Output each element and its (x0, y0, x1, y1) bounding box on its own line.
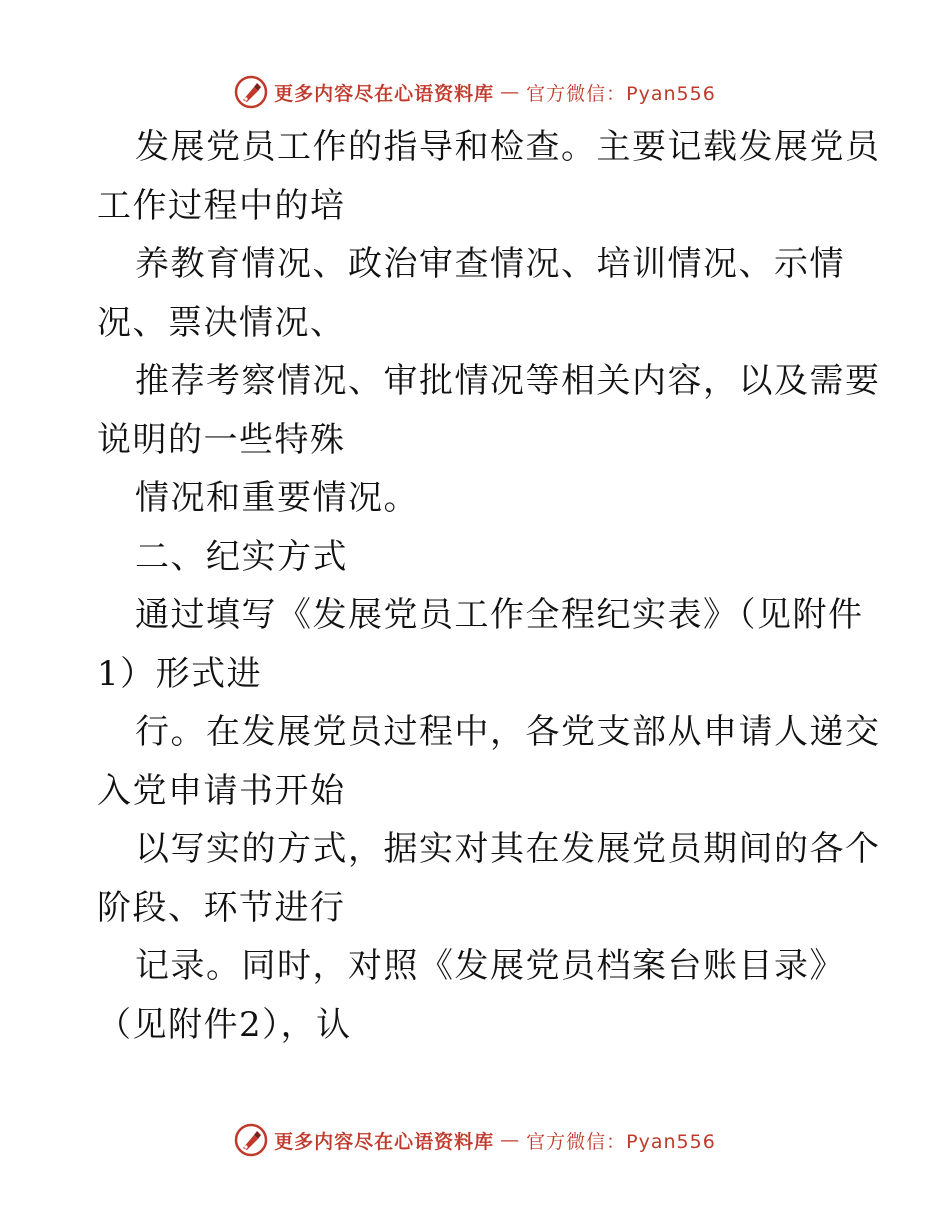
text-line: 阶段、环节进行 (97, 887, 346, 928)
watermark-separator: — (500, 1129, 521, 1151)
watermark-main-text: 更多内容尽在心语资料库 (274, 82, 495, 105)
text-line: 1）形式进 (97, 653, 263, 694)
header-watermark (0, 72, 950, 112)
pen-nib-logo-icon (234, 1123, 268, 1157)
watermark-main-text: 更多内容尽在心语资料库 (274, 1130, 495, 1153)
text-line: （见附件2），认 (97, 1004, 352, 1045)
pen-nib-logo-icon (234, 75, 268, 109)
document-body (97, 118, 881, 1054)
text-line: 以写实的方式，据实对其在发展党员期间的各个 (135, 829, 881, 869)
text-line: 工作过程中的培 (97, 185, 346, 226)
text-line: 入党申请书开始 (97, 770, 346, 811)
text-line: 行。在发展党员过程中，各党支部从申请人递交 (135, 712, 881, 752)
text-line: 养教育情况、政治审查情况、培训情况、示情 (135, 244, 845, 284)
text-line: 记录。同时，对照《发展党员档案台账目录》 (135, 946, 845, 986)
watermark-wechat-text: 官方微信：Pyan556 (526, 82, 716, 105)
watermark-wechat-text: 官方微信：Pyan556 (526, 1130, 716, 1153)
text-line: 通过填写《发展党员工作全程纪实表》（见附件 (135, 595, 864, 635)
footer-watermark (0, 1120, 950, 1160)
text-line: 说明的一些特殊 (97, 419, 346, 460)
watermark-separator: — (500, 81, 521, 103)
text-line: 况、票决情况、 (97, 302, 346, 343)
section-heading: 二、纪实方式 (135, 536, 348, 577)
text-line: 情况和重要情况。 (135, 478, 419, 518)
text-line: 推荐考察情况、审批情况等相关内容，以及需要 (135, 361, 881, 401)
text-line: 发展党员工作的指导和检查。主要记载发展党员 (135, 127, 881, 167)
